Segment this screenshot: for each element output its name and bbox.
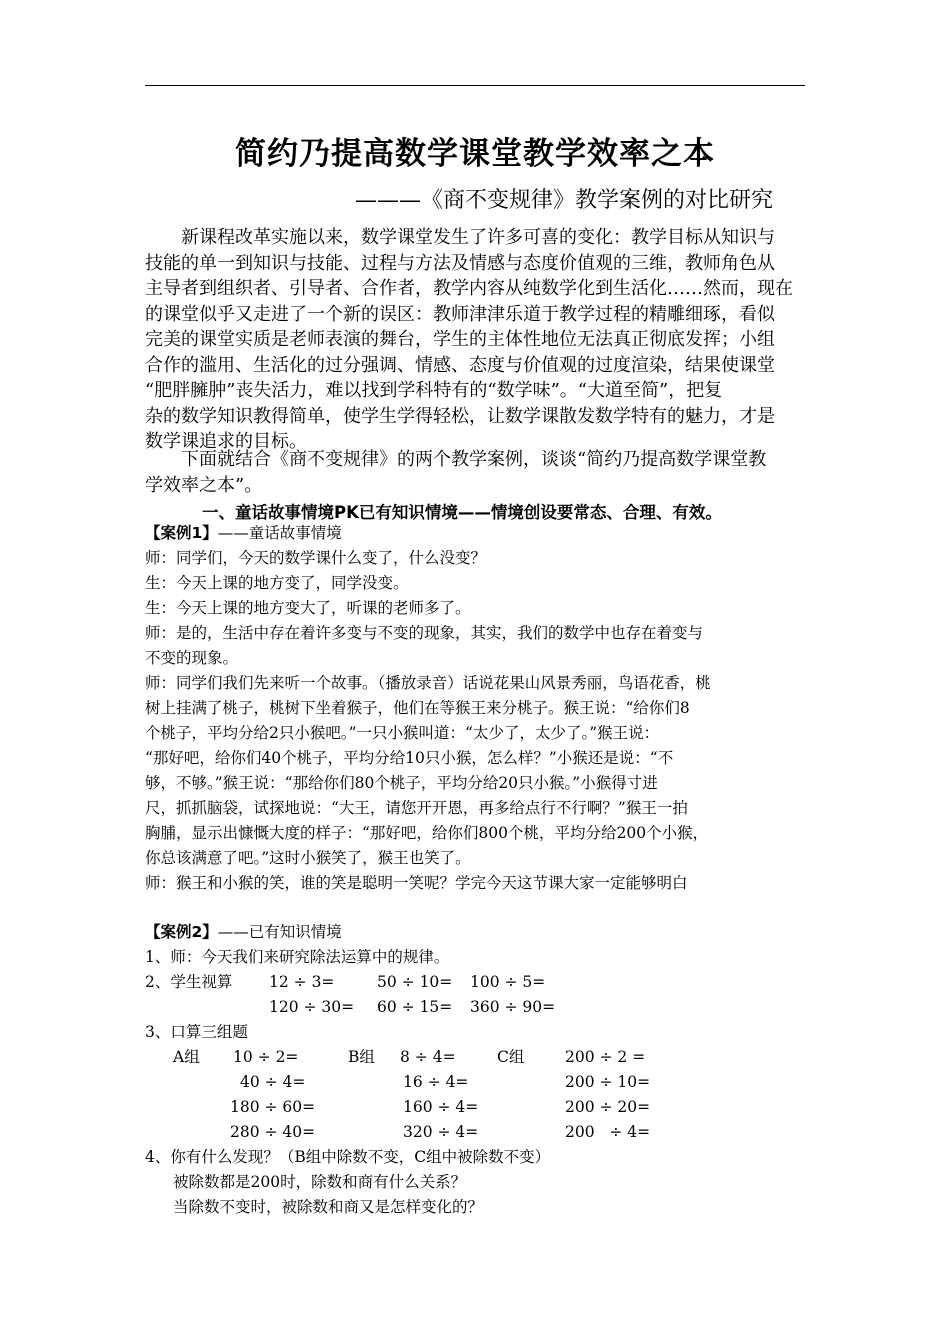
section-heading: 一、童话故事情境PK已有知识情境——情境创设要常态、合理、有效。 [202,503,722,522]
calc-item: 100 ÷ 5= [470,973,546,991]
dialogue-line: “那好吧，给你们40个桃子，平均分给10只小猴，怎么样？”小猴还是说：“不 [145,749,674,767]
calc-item: 8 ÷ 4= [400,1048,456,1066]
question-line: 被除数都是200时，除数和商有什么关系？ [173,1173,467,1191]
step-4: 4、你有什么发现？（B组中除数不变，C组中被除数不变） [145,1148,551,1166]
dialogue-line: 不变的现象。 [145,649,239,667]
transition-paragraph [145,447,810,498]
case1-block [145,521,815,896]
case1-header [145,521,815,546]
calc-item: 200 ÷ 10= [565,1073,651,1091]
document-subtitle: ———《商不变规律》教学案例的对比研究 [355,188,774,213]
case2-title: ——已有知识情境 [217,923,342,941]
oral-calc-row [145,1095,815,1120]
oral-calc-row [145,1045,815,1070]
dialogue-line: 师：同学们，今天的数学课什么变了，什么没变？ [145,549,487,567]
calc-item: 200 ÷ 20= [565,1098,651,1116]
dialogue-line: 生：今天上课的地方变了，同学没变。 [145,574,409,592]
transition-line: 学效率之本”。 [145,474,263,496]
calc-item: 10 ÷ 2= [233,1048,299,1066]
calc-item: 360 ÷ 90= [470,998,556,1016]
calc-item: 40 ÷ 4= [240,1073,306,1091]
oral-calc-row [145,1070,815,1095]
calc-item: 200 ÷ 4= [565,1123,651,1141]
calc-item: 320 ÷ 4= [403,1123,479,1141]
calc-item: 160 ÷ 4= [403,1098,479,1116]
calc-item: 50 ÷ 10= [377,973,453,991]
calc-item: 12 ÷ 3= [269,973,335,991]
calc-item: 16 ÷ 4= [403,1073,469,1091]
calc-item: 60 ÷ 15= [377,998,453,1016]
intro-line: 的课堂似乎又走进了一个新的误区：教师津津乐道于教学过程的精雕细琢，看似 [145,303,775,325]
group-a-label: A组 [173,1048,200,1066]
intro-line: 合作的滥用、生活化的过分强调、情感、态度与价值观的过度渲染，结果使课堂 [145,354,775,376]
intro-line: 完美的课堂实质是老师表演的舞台，学生的主体性地位无法真正彻底发挥；小组 [145,329,775,350]
dialogue-line: 树上挂满了桃子，桃树下坐着猴子，他们在等猴王来分桃子。猴王说：“给你们8 [145,699,690,717]
header-rule [145,85,805,86]
group-b-label: B组 [348,1048,375,1066]
step-1: 1、师：今天我们来研究除法运算中的规律。 [145,948,450,966]
calc-item: 120 ÷ 30= [269,998,355,1016]
visual-calc-row [145,995,815,1020]
dialogue-line: 师：同学们我们先来听一个故事。（播放录音）话说花果山风景秀丽，鸟语花香，桃 [145,674,711,692]
intro-line: 杂的数学知识教得简单，使学生学得轻松，让数学课散发数学特有的魅力，才是 [145,405,775,427]
oral-calc-row [145,1120,815,1145]
case2-label: 【案例2】 [145,923,218,941]
dialogue-line: 胸脯，显示出慷慨大度的样子：“那好吧，给你们800个桃，平均分给200个小猴， [145,824,709,842]
intro-line: 数学课追求的目标。 [145,431,307,452]
calc-item: 180 ÷ 60= [230,1098,316,1116]
step-2-label: 2、学生视算 [145,973,233,991]
transition-line: 下面就结合《商不变规律》的两个教学案例，谈谈“简约乃提高数学课堂教 [181,449,767,470]
dialogue-line: 尺，抓抓脑袋，试探地说：“大王，请您开开恩，再多给点行不行啊？”猴王一拍 [145,799,688,817]
dialogue-line: 个桃子，平均分给2只小猴吧。”一只小猴叫道：“太少了，太少了。”猴王说： [145,724,660,742]
calc-item: 280 ÷ 40= [230,1123,316,1141]
case1-label: 【案例1】 [145,524,218,542]
intro-line: 技能的单一到知识与技能、过程与方法及情感与态度价值观的三维，教师角色从 [145,252,775,274]
case1-title: ——童话故事情境 [217,524,342,542]
dialogue-line: 师：是的，生活中存在着许多变与不变的现象，其实，我们的数学中也存在着变与 [145,624,704,642]
case2-header [145,920,815,945]
group-c-label: C组 [497,1048,525,1066]
question-line: 当除数不变时，被除数和商又是怎样变化的？ [173,1198,484,1216]
step-3: 3、口算三组题 [145,1023,248,1041]
dialogue-line: 够，不够。”猴王说：“那给你们80个桃子，平均分给20只小猴。”小猴得寸进 [145,774,658,792]
dialogue-line: 生：今天上课的地方变大了，听课的老师多了。 [145,599,471,617]
dialogue-line: 师：猴王和小猴的笑，谁的笑是聪明一笑呢？学完今天这节课大家一定能够明白 [145,874,688,892]
intro-line: “肥胖臃肿”丧失活力，难以找到学科特有的“数学味”。“大道至简”，把复 [145,380,723,401]
calc-item: 200 ÷ 2 = [565,1048,646,1066]
dialogue-line: 你总该满意了吧。”这时小猴笑了，猴王也笑了。 [145,849,471,867]
intro-line: 新课程改革实施以来，数学课堂发生了许多可喜的变化：教学目标从知识与 [181,227,775,248]
visual-calc-row [145,970,815,995]
intro-line: 主导者到组织者、引导者、合作者，教学内容从纯数学化到生活化……然而，现在 [145,278,793,299]
document-title: 简约乃提高数学课堂教学效率之本 [235,136,715,172]
intro-paragraph [145,225,810,455]
case2-block [145,920,815,1220]
